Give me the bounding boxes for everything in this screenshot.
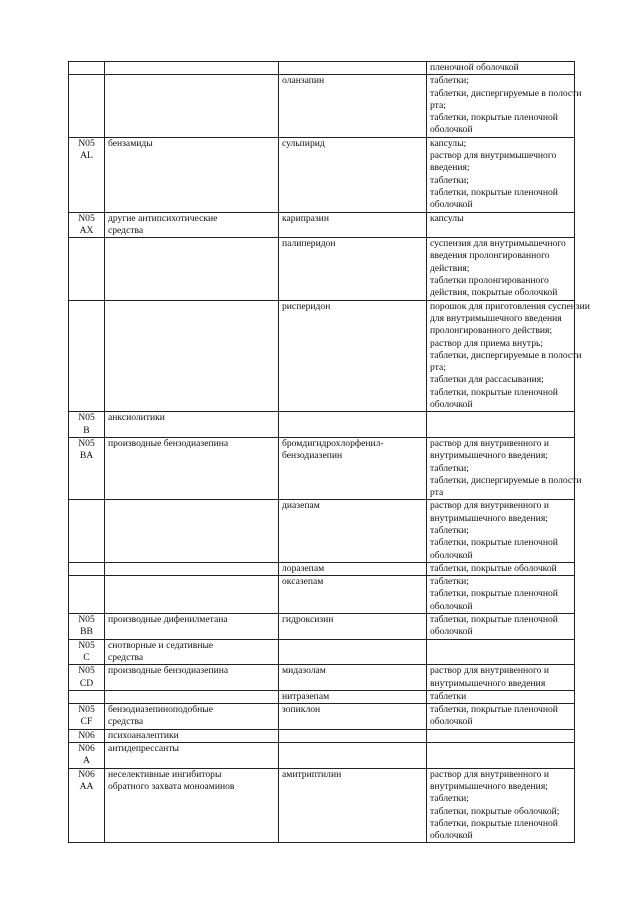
cell-text-line: таблетки для рассасывания; xyxy=(430,374,544,386)
atc-code-cell xyxy=(69,300,105,412)
dosage-forms-cell xyxy=(427,665,575,691)
cell-text-line: CD xyxy=(79,677,94,689)
cell-text-line: N06 xyxy=(78,729,95,741)
cell-text-line: таблетки, покрытые пленочной xyxy=(430,817,558,829)
group-name-cell xyxy=(105,62,279,75)
table-row xyxy=(69,639,575,665)
dosage-forms-cell xyxy=(427,75,582,137)
table-row xyxy=(69,300,575,412)
group-name-cell xyxy=(105,729,279,742)
table-row xyxy=(69,704,575,730)
dosage-forms-cell xyxy=(427,212,575,238)
drug-name-cell xyxy=(279,75,427,137)
table-row xyxy=(69,562,575,575)
table-row xyxy=(69,500,575,562)
group-name-cell xyxy=(105,500,279,562)
drug-name-cell xyxy=(279,500,427,562)
cell-text-line: капсулы xyxy=(430,212,464,224)
cell-text-line: N05 xyxy=(78,412,95,424)
group-name-cell xyxy=(105,614,279,640)
cell-text-line: внутримышечного введения xyxy=(430,677,546,689)
drug-name-cell xyxy=(279,576,427,614)
drug-name-cell xyxy=(279,665,427,691)
cell-text-line: бензодиазепиноподобные xyxy=(108,704,213,716)
atc-code-cell xyxy=(69,704,105,730)
drug-name-cell xyxy=(279,412,427,438)
table-row xyxy=(69,412,575,438)
cell-text-line: таблетки xyxy=(430,690,467,702)
cell-text-line: таблетки, покрытые пленочной xyxy=(430,186,558,198)
drug-name-cell xyxy=(279,62,427,75)
group-name-cell xyxy=(105,412,279,438)
cell-text-line: антидепрессанты xyxy=(108,743,179,755)
cell-text-line: раствор для внутримышечного xyxy=(430,150,557,162)
dosage-forms-cell xyxy=(427,729,575,742)
cell-text-line: AA xyxy=(79,780,94,792)
cell-text-line: таблетки, покрытые пленочной xyxy=(430,614,558,626)
atc-code-cell xyxy=(69,238,105,300)
cell-text-line: средства xyxy=(108,224,144,236)
atc-code-cell xyxy=(69,614,105,640)
table-row xyxy=(69,62,575,75)
group-name-cell xyxy=(105,690,279,703)
cell-text-line: другие антипсихотические xyxy=(108,212,218,224)
group-name-cell xyxy=(105,665,279,691)
table-row xyxy=(69,768,575,843)
cell-text-line: внутримышечного введения; xyxy=(430,512,548,524)
cell-text-line: AX xyxy=(79,224,94,236)
cell-text-line: таблетки, диспергируемые в полости xyxy=(430,474,582,486)
table-row xyxy=(69,238,575,300)
atc-code-cell xyxy=(69,729,105,742)
drug-table xyxy=(68,61,590,843)
cell-text-line: оболочкой xyxy=(430,600,473,612)
cell-text-line: N05 xyxy=(78,212,95,224)
atc-code-cell xyxy=(69,690,105,703)
table-row xyxy=(69,75,575,137)
dosage-forms-cell xyxy=(427,412,575,438)
group-name-cell xyxy=(105,137,279,212)
cell-text-line: таблетки, покрытые пленочной xyxy=(430,386,558,398)
cell-text-line: действия; xyxy=(430,262,470,274)
cell-text-line: таблетки, диспергируемые в полости xyxy=(430,349,582,361)
cell-text-line: таблетки, покрытые пленочной xyxy=(430,112,558,124)
cell-text-line: гидроксизин xyxy=(282,614,334,626)
cell-text-line: оболочкой xyxy=(430,199,473,211)
cell-text-line: N06 xyxy=(78,743,95,755)
drug-name-cell xyxy=(279,639,427,665)
cell-text-line: рта xyxy=(430,487,444,499)
atc-code-cell xyxy=(69,665,105,691)
dosage-forms-cell xyxy=(427,704,575,730)
atc-code-cell xyxy=(69,743,105,769)
cell-text-line: BA xyxy=(79,450,94,462)
cell-text-line: производные дифенилметана xyxy=(108,614,228,626)
cell-text-line: раствор для внутривенного и xyxy=(430,500,549,512)
cell-text-line: внутримышечного введения; xyxy=(430,450,548,462)
cell-text-line: оболочкой xyxy=(430,716,473,728)
group-name-cell xyxy=(105,238,279,300)
cell-text-line: бензамиды xyxy=(108,137,153,149)
cell-text-line: оболочкой xyxy=(430,830,473,842)
table-row xyxy=(69,690,575,703)
cell-text-line: капсулы; xyxy=(430,137,467,149)
drug-name-cell xyxy=(279,704,427,730)
atc-code-cell xyxy=(69,137,105,212)
cell-text-line: средства xyxy=(108,716,144,728)
cell-text-line: таблетки; xyxy=(430,75,469,87)
atc-code-cell xyxy=(69,768,105,843)
table-row xyxy=(69,743,575,769)
atc-code-cell xyxy=(69,437,105,499)
table-row xyxy=(69,212,575,238)
cell-text-line: таблетки; xyxy=(430,462,469,474)
dosage-forms-cell xyxy=(427,576,575,614)
cell-text-line: C xyxy=(83,651,90,663)
group-name-cell xyxy=(105,562,279,575)
cell-text-line: раствор для приема внутрь; xyxy=(430,337,544,349)
drug-name-cell xyxy=(279,562,427,575)
cell-text-line: раствор для внутривенного и xyxy=(430,437,549,449)
cell-text-line: B xyxy=(83,424,90,436)
dosage-forms-cell xyxy=(427,768,575,843)
atc-code-cell xyxy=(69,212,105,238)
cell-text-line: таблетки, покрытые пленочной xyxy=(430,588,558,600)
cell-text-line: анксиолитики xyxy=(108,412,165,424)
cell-text-line: раствор для внутривенного и xyxy=(430,768,549,780)
table-row xyxy=(69,576,575,614)
cell-text-line: таблетки пролонгированного xyxy=(430,275,549,287)
drug-name-cell xyxy=(279,743,427,769)
cell-text-line: N06 xyxy=(78,768,95,780)
group-name-cell xyxy=(105,743,279,769)
cell-text-line: нитразепам xyxy=(282,690,330,702)
cell-text-line: обратного захвата моноаминов xyxy=(108,780,235,792)
cell-text-line: раствор для внутривенного и xyxy=(430,665,549,677)
group-name-cell xyxy=(105,639,279,665)
dosage-forms-cell xyxy=(427,238,575,300)
cell-text-line: производные бензодиазепина xyxy=(108,665,229,677)
drug-name-cell xyxy=(279,614,427,640)
table-row xyxy=(69,665,575,691)
cell-text-line: AL xyxy=(80,150,93,162)
cell-text-line: оболочкой xyxy=(430,124,473,136)
group-name-cell xyxy=(105,704,279,730)
cell-text-line: таблетки; xyxy=(430,576,469,588)
cell-text-line: действия, покрытые оболочкой xyxy=(430,287,558,299)
dosage-forms-cell xyxy=(427,614,575,640)
table-row xyxy=(69,729,575,742)
cell-text-line: пленочной оболочкой xyxy=(430,62,519,73)
table-row xyxy=(69,614,575,640)
cell-text-line: рта; xyxy=(430,362,446,374)
dosage-forms-cell xyxy=(427,437,582,499)
cell-text-line: оланзапин xyxy=(282,75,325,87)
cell-text-line: лоразепам xyxy=(282,562,325,574)
atc-code-cell xyxy=(69,576,105,614)
atc-code-cell xyxy=(69,62,105,75)
dosage-forms-cell xyxy=(427,300,590,412)
cell-text-line: N05 xyxy=(78,665,95,677)
cell-text-line: введения; xyxy=(430,162,470,174)
dosage-forms-cell xyxy=(427,562,575,575)
cell-text-line: оболочкой xyxy=(430,549,473,561)
cell-text-line: амитриптилин xyxy=(282,768,342,780)
cell-text-line: N05 xyxy=(78,437,95,449)
drug-name-cell xyxy=(279,137,427,212)
cell-text-line: оболочкой xyxy=(430,626,473,638)
dosage-forms-cell xyxy=(427,743,575,769)
group-name-cell xyxy=(105,212,279,238)
cell-text-line: карипразин xyxy=(282,212,329,224)
cell-text-line: A xyxy=(83,755,90,767)
cell-text-line: таблетки; xyxy=(430,524,469,536)
drug-name-cell xyxy=(279,238,427,300)
dosage-forms-cell xyxy=(427,639,575,665)
cell-text-line: N05 xyxy=(78,137,95,149)
cell-text-line: оксазепам xyxy=(282,576,324,588)
atc-code-cell xyxy=(69,75,105,137)
group-name-cell xyxy=(105,437,279,499)
cell-text-line: введения пролонгированного xyxy=(430,250,550,262)
cell-text-line: N05 xyxy=(78,704,95,716)
cell-text-line: рисперидон xyxy=(282,300,331,312)
cell-text-line: оболочкой xyxy=(430,399,473,411)
drug-name-cell xyxy=(279,437,427,499)
drug-name-cell xyxy=(279,768,427,843)
table-row xyxy=(69,437,575,499)
cell-text-line: для внутримышечного введения xyxy=(430,312,562,324)
cell-text-line: диазепам xyxy=(282,500,320,512)
group-name-cell xyxy=(105,576,279,614)
cell-text-line: бензодиазепин xyxy=(282,450,343,462)
cell-text-line: средства xyxy=(108,651,144,663)
cell-text-line: производные бензодиазепина xyxy=(108,437,229,449)
cell-text-line: таблетки, покрытые пленочной xyxy=(430,537,558,549)
cell-text-line: BB xyxy=(80,626,93,638)
cell-text-line: таблетки, покрытые оболочкой xyxy=(430,562,557,574)
atc-code-cell xyxy=(69,412,105,438)
cell-text-line: таблетки; xyxy=(430,793,469,805)
cell-text-line: внутримышечного введения; xyxy=(430,780,548,792)
group-name-cell xyxy=(105,768,279,843)
cell-text-line: сульпирид xyxy=(282,137,325,149)
drug-name-cell xyxy=(279,212,427,238)
cell-text-line: суспензия для внутримышечного xyxy=(430,238,566,250)
group-name-cell xyxy=(105,300,279,412)
dosage-forms-cell xyxy=(427,500,575,562)
cell-text-line: рта; xyxy=(430,99,446,111)
cell-text-line: N05 xyxy=(78,639,95,651)
drug-name-cell xyxy=(279,690,427,703)
drug-name-cell xyxy=(279,300,427,412)
group-name-cell xyxy=(105,75,279,137)
table-row xyxy=(69,137,575,212)
cell-text-line: психоаналептики xyxy=(108,729,179,741)
cell-text-line: мидазолам xyxy=(282,665,326,677)
dosage-forms-cell xyxy=(427,137,575,212)
cell-text-line: бромдигидрохлорфенил- xyxy=(282,437,384,449)
cell-text-line: снотворные и седативные xyxy=(108,639,214,651)
atc-code-cell xyxy=(69,500,105,562)
cell-text-line: порошок для приготовления суспензии xyxy=(430,300,590,312)
dosage-forms-cell xyxy=(427,62,575,75)
cell-text-line: палиперидон xyxy=(282,238,336,250)
atc-code-cell xyxy=(69,562,105,575)
cell-text-line: зопиклон xyxy=(282,704,321,716)
cell-text-line: N05 xyxy=(78,614,95,626)
dosage-forms-cell xyxy=(427,690,575,703)
cell-text-line: таблетки, покрытые пленочной xyxy=(430,704,558,716)
cell-text-line: пролонгированного действия; xyxy=(430,325,553,337)
drug-name-cell xyxy=(279,729,427,742)
cell-text-line: таблетки, диспергируемые в полости xyxy=(430,87,582,99)
cell-text-line: таблетки, покрытые оболочкой; xyxy=(430,805,560,817)
cell-text-line: неселективные ингибиторы xyxy=(108,768,222,780)
cell-text-line: таблетки; xyxy=(430,174,469,186)
cell-text-line: CF xyxy=(80,716,93,728)
atc-code-cell xyxy=(69,639,105,665)
